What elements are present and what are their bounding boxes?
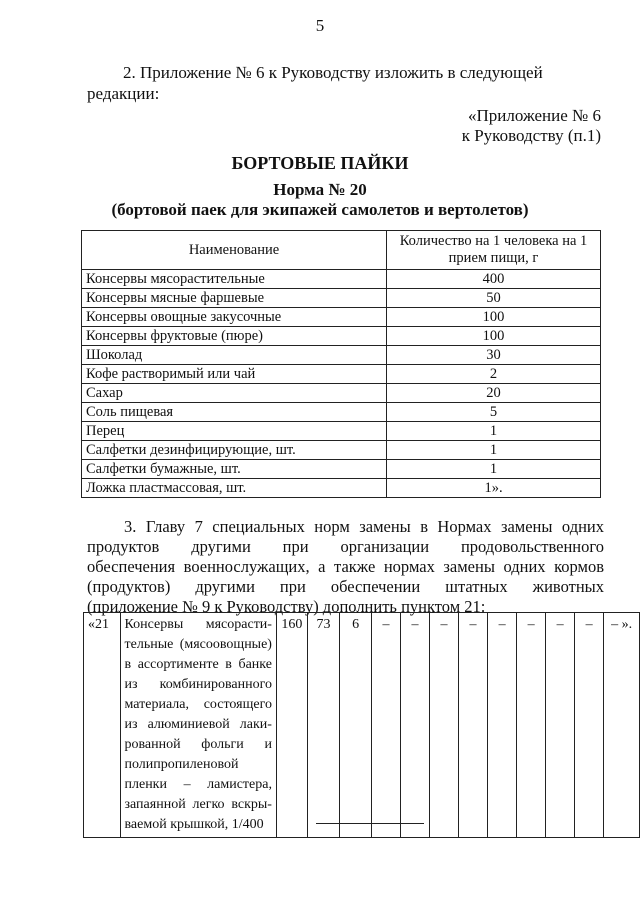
table-row bbox=[84, 613, 640, 838]
row-number: «21 bbox=[84, 613, 121, 838]
dash-cell: – bbox=[546, 613, 575, 838]
paragraph-3-line: обеспечения военнослужащих, а также нормах замены одних кормов bbox=[87, 557, 604, 576]
item-quantity: 50 bbox=[387, 289, 601, 308]
column-header-name: Наименование bbox=[82, 231, 387, 270]
value-cell: 73 bbox=[307, 613, 339, 838]
table-row bbox=[82, 422, 601, 441]
value-cell: 160 bbox=[276, 613, 307, 838]
paragraph-3-line: 3. Главу 7 специальных норм замены в Нормах замены одних bbox=[124, 517, 604, 536]
item-name: Кофе растворимый или чай bbox=[82, 365, 387, 384]
page-number: 5 bbox=[315, 16, 325, 35]
dash-cell: – bbox=[575, 613, 604, 838]
item-name: Соль пищевая bbox=[82, 403, 387, 422]
column-header-quantity: Количество на 1 человека на 1 прием пищи, г bbox=[387, 231, 601, 270]
table-row bbox=[82, 403, 601, 422]
item-name: Сахар bbox=[82, 384, 387, 403]
item-name: Перец bbox=[82, 422, 387, 441]
item-quantity: 2 bbox=[387, 365, 601, 384]
norm-title: Норма № 20 bbox=[273, 180, 367, 199]
paragraph-3-line: (продуктов) другими при обеспечении штатных животных bbox=[87, 577, 604, 596]
item-name: Консервы фруктовые (пюре) bbox=[82, 327, 387, 346]
table-row bbox=[82, 365, 601, 384]
table-row bbox=[82, 327, 601, 346]
table-row bbox=[82, 441, 601, 460]
paragraph-3-line: продуктов другими при организации продовольственного bbox=[87, 537, 604, 556]
item-name: Консервы мясорастительные bbox=[82, 270, 387, 289]
paragraph-2-line-2: редакции: bbox=[87, 84, 160, 103]
item-name: Консервы овощные закусочные bbox=[82, 308, 387, 327]
paragraph-3 bbox=[87, 517, 604, 617]
item-name: Консервы мясные фаршевые bbox=[82, 289, 387, 308]
dash-cell: – bbox=[459, 613, 488, 838]
paragraph-3-line: (приложение № 9 к Руководству) дополнить пунктом 21: bbox=[87, 597, 486, 616]
dash-cell: – bbox=[488, 613, 517, 838]
section-title: БОРТОВЫЕ ПАЙКИ bbox=[231, 153, 409, 173]
table-row bbox=[82, 289, 601, 308]
item-quantity: 1». bbox=[387, 479, 601, 498]
paragraph-2-line-1: 2. Приложение № 6 к Руководству изложить в следующей bbox=[123, 63, 543, 82]
dash-cell: – bbox=[372, 613, 401, 838]
norm-table-header-row bbox=[82, 231, 601, 270]
table-row bbox=[82, 479, 601, 498]
table-row bbox=[82, 346, 601, 365]
norm-subtitle: (бортовой паек для экипажей самолетов и вертолетов) bbox=[111, 200, 529, 219]
product-description: Консервы мясорасти-тельные (мясоовощные) в ассортименте в банке из комбинированного материала, состоящего из алюминиевой лаки-рованной фольги и полипропиленовой пленки – ламистера, запаянной легко вскры-ваемой крышкой, 1/400 bbox=[120, 613, 276, 838]
table-row bbox=[82, 308, 601, 327]
item-quantity: 100 bbox=[387, 308, 601, 327]
item-name: Ложка пластмассовая, шт. bbox=[82, 479, 387, 498]
dash-cell: – bbox=[430, 613, 459, 838]
appendix-reference bbox=[0, 106, 601, 146]
table-row bbox=[82, 384, 601, 403]
item-name: Салфетки дезинфицирующие, шт. bbox=[82, 441, 387, 460]
last-cell: – ». bbox=[604, 613, 640, 838]
dash-cell: – bbox=[517, 613, 546, 838]
item-name: Шоколад bbox=[82, 346, 387, 365]
item-quantity: 1 bbox=[387, 422, 601, 441]
dash-cell: – bbox=[401, 613, 430, 838]
item-name: Салфетки бумажные, шт. bbox=[82, 460, 387, 479]
table-row bbox=[82, 270, 601, 289]
item-quantity: 20 bbox=[387, 384, 601, 403]
item-quantity: 5 bbox=[387, 403, 601, 422]
table-row bbox=[82, 460, 601, 479]
footer-divider bbox=[316, 823, 424, 824]
value-cell: 6 bbox=[340, 613, 372, 838]
replacement-norm-table bbox=[83, 612, 640, 838]
appendix-reference-line-2: к Руководству (п.1) bbox=[461, 126, 601, 145]
appendix-reference-line-1: «Приложение № 6 bbox=[468, 106, 601, 125]
item-quantity: 400 bbox=[387, 270, 601, 289]
item-quantity: 100 bbox=[387, 327, 601, 346]
norm-table bbox=[81, 230, 601, 498]
item-quantity: 1 bbox=[387, 460, 601, 479]
item-quantity: 30 bbox=[387, 346, 601, 365]
item-quantity: 1 bbox=[387, 441, 601, 460]
paragraph-2 bbox=[87, 62, 602, 104]
